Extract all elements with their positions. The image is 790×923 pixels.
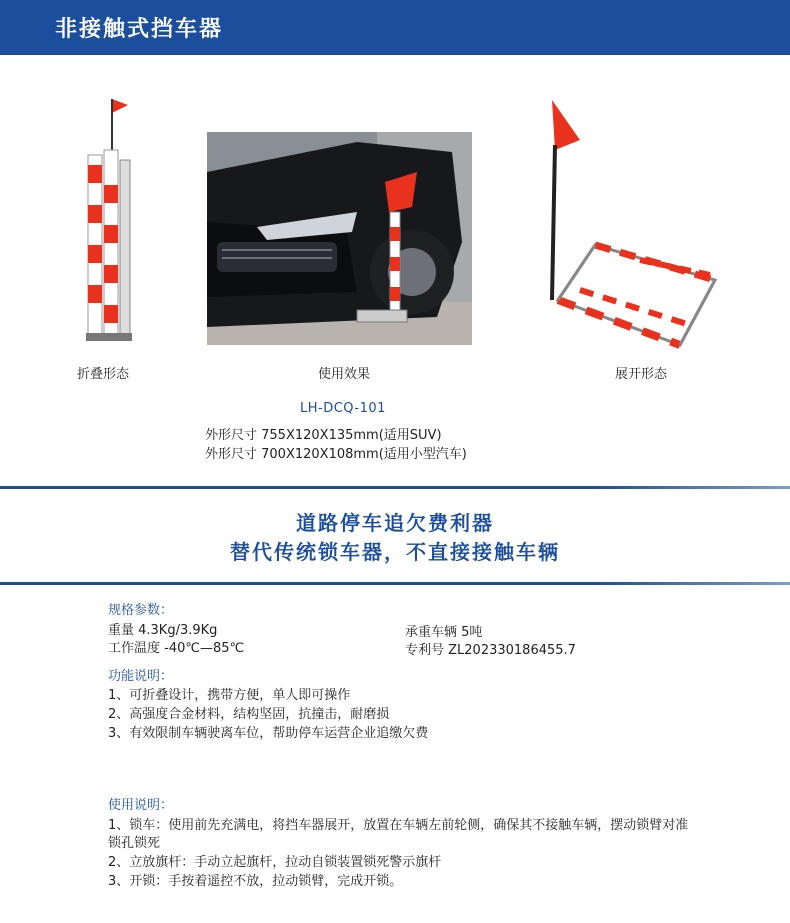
caption-folded: 折叠形态 — [76, 367, 129, 382]
usage-step-3: 3、开锁：手按着遥控不放，拉动锁臂，完成开锁。 — [108, 874, 403, 889]
usage-step-1: 1、锁车：使用前先充满电，将挡车器展开，放置在车辆左前轮侧，确保其不接触车辆，摆动锁臂对准 — [108, 818, 689, 833]
spec-patent: 专利号 ZL202330186455.7 — [405, 643, 576, 658]
slogan-line1: 道路停车追欠费利器 — [296, 511, 494, 535]
folded-product-image — [78, 95, 140, 345]
caption-unfolded: 展开形态 — [614, 367, 667, 382]
specs-title: 规格参数： — [108, 603, 174, 618]
spec-temperature: 工作温度 -40℃—85℃ — [108, 641, 245, 656]
usage-title: 使用说明： — [108, 798, 174, 813]
header-bar — [0, 0, 790, 55]
spec-load: 承重车辆 5吨 — [405, 625, 483, 640]
usage-step-1-cont: 锁孔锁死 — [108, 836, 161, 851]
dimension-suv: 外形尺寸 755X120X135mm(适用SUV) — [205, 428, 442, 443]
page-title: 非接触式挡车器 — [55, 17, 224, 42]
usage-step-2: 2、立放旗杆：手动立起旗杆，拉动自锁装置锁死警示旗杆 — [108, 855, 442, 870]
in-use-photo — [207, 132, 472, 345]
slogan-line2: 替代传统锁车器，不直接接触车辆 — [230, 540, 560, 564]
feature-item: 1、可折叠设计，携带方便，单人即可操作 — [108, 688, 351, 703]
divider-bottom — [0, 582, 790, 585]
model-number: LH-DCQ-101 — [300, 401, 386, 416]
features-title: 功能说明： — [108, 669, 174, 684]
spec-weight: 重量 4.3Kg/3.9Kg — [108, 623, 218, 638]
feature-item: 2、高强度合金材料，结构坚固，抗撞击，耐磨损 — [108, 707, 390, 722]
caption-in-use: 使用效果 — [317, 367, 370, 382]
divider-top — [0, 486, 790, 489]
dimension-car: 外形尺寸 700X120X108mm(适用小型汽车) — [205, 447, 467, 462]
unfolded-product-image — [540, 95, 730, 355]
feature-item: 3、有效限制车辆驶离车位，帮助停车运营企业追缴欠费 — [108, 726, 429, 741]
